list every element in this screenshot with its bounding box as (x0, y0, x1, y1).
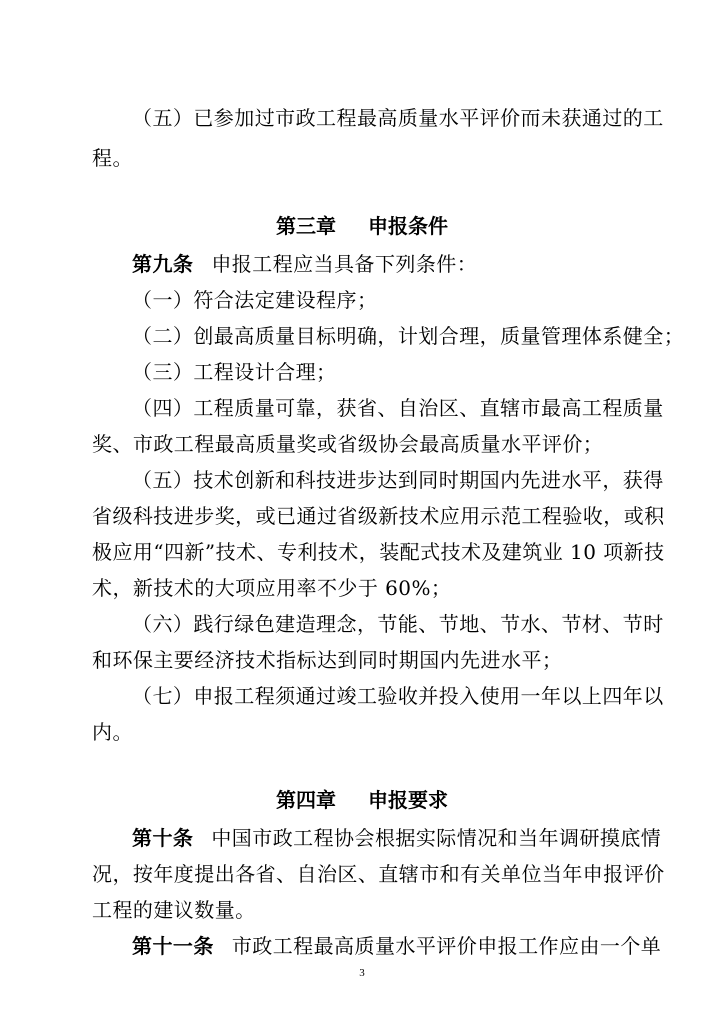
article-9-item-5-line4: 术，新技术的大项应用率不少于 60%； (92, 576, 452, 600)
article-9-item-5-line3: 极应用“四新”技术、专利技术，装配式技术及建筑业 10 项新技 (92, 540, 665, 564)
article-11-line1 (132, 932, 662, 960)
article-9-intro (132, 250, 640, 278)
article-10-line3: 工程的建议数量。 (92, 898, 256, 922)
article-9-item-3: （三）工程设计合理； (132, 360, 337, 384)
article-9-item-6-line1: （六）践行绿色建造理念，节能、节地、节水、节材、节时 (132, 612, 664, 636)
article-10-text-line1: 中国市政工程协会根据实际情况和当年调研摸底情 (211, 826, 662, 850)
article-9-item-6-line2: 和环保主要经济技术指标达到同时期国内先进水平； (92, 648, 563, 672)
article-11-text-line1: 市政工程最高质量水平评价申报工作应由一个单 (231, 934, 662, 958)
article-10-line2: 况，按年度提出各省、自治区、直辖市和有关单位当年申报评价 (92, 862, 665, 886)
chapter-4-heading (0, 786, 724, 814)
article-9-item-4-line1: （四）工程质量可靠，获省、自治区、直辖市最高工程质量 (132, 396, 664, 420)
chapter-3-number: 第三章 (276, 214, 336, 238)
article-9-item-4-line2: 奖、市政工程最高质量奖或省级协会最高质量水平评价； (92, 432, 604, 456)
page-number: 3 (359, 967, 365, 979)
chapter-3-title: 申报条件 (368, 214, 448, 238)
article-9-item-7-line1: （七）申报工程须通过竣工验收并投入使用一年以上四年以 (132, 684, 664, 708)
article-9-item-1: （一）符合法定建设程序； (132, 288, 378, 312)
item-5-prior-line1: （五）已参加过市政工程最高质量水平评价而未获通过的工 (132, 106, 664, 130)
chapter-4-number: 第四章 (276, 788, 336, 812)
chapter-4-title: 申报要求 (368, 788, 448, 812)
article-9-item-5-line2: 省级科技进步奖，或已通过省级新技术应用示范工程验收，或积 (92, 504, 665, 528)
article-10-line1 (132, 824, 662, 852)
article-11-label: 第十一条 (132, 934, 214, 958)
article-9-item-7-line2: 内。 (92, 720, 133, 744)
article-9-label: 第九条 (132, 252, 194, 276)
item-5-prior-line2: 程。 (92, 146, 133, 170)
chapter-3-heading (0, 212, 724, 240)
article-9-item-5-line1: （五）技术创新和科技进步达到同时期国内先进水平，获得 (132, 468, 664, 492)
article-9-item-2: （二）创最高质量目标明确，计划合理，质量管理体系健全； (132, 324, 685, 348)
article-9-intro-text: 申报工程应当具备下列条件： (211, 252, 478, 276)
article-10-label: 第十条 (132, 826, 194, 850)
